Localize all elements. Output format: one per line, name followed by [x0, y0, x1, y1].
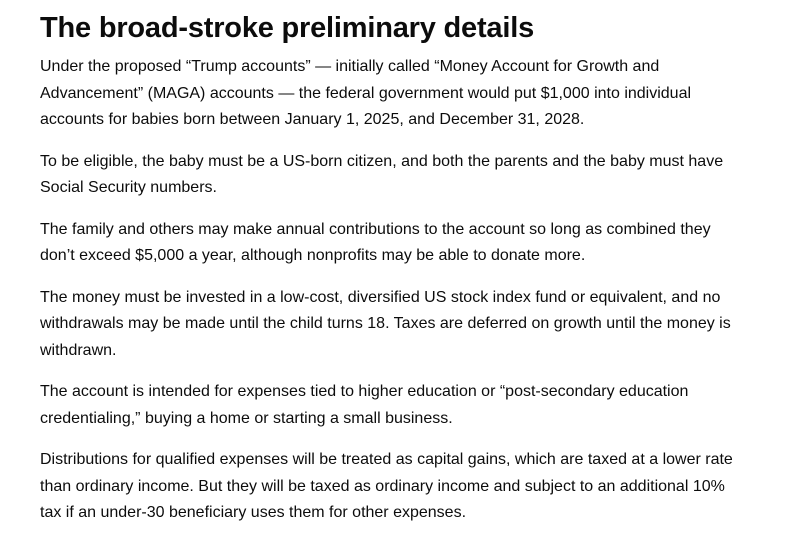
- article-body: [40, 10, 740, 542]
- paragraph-distributions: Distributions for qualified expenses will be treated as capital gains, which are taxed at a lower rate than ordinary income. But they will be taxed as ordinary income and subject to an additional 10% tax if an under-30 beneficiary uses them for other expenses.: [40, 451, 733, 521]
- paragraph-contributions: The family and others may make annual contributions to the account so long as combined they don’t exceed $5,000 a year, although nonprofits may be able to donate more.: [40, 220, 711, 264]
- paragraph-expenses: The account is intended for expenses tied to higher education or “post-secondary education credentialing,” buying a home or starting a small business.: [40, 383, 689, 427]
- paragraph-overview: Under the proposed “Trump accounts” — initially called “Money Account for Growth and Advancement” (MAGA) accounts — the federal government would put $1,000 into individual accounts for babies born between January 1, 2025, and December 31, 2028.: [40, 58, 692, 128]
- paragraph-investment: The money must be invested in a low-cost, diversified US stock index fund or equivalent, and no withdrawals may be made until the child turns 18. Taxes are deferred on growth until the money is withdrawn.: [40, 288, 731, 359]
- section-heading: The broad-stroke preliminary details: [40, 12, 534, 44]
- paragraph-eligibility: To be eligible, the baby must be a US-born citizen, and both the parents and the baby must have Social Security numbers.: [40, 152, 724, 196]
